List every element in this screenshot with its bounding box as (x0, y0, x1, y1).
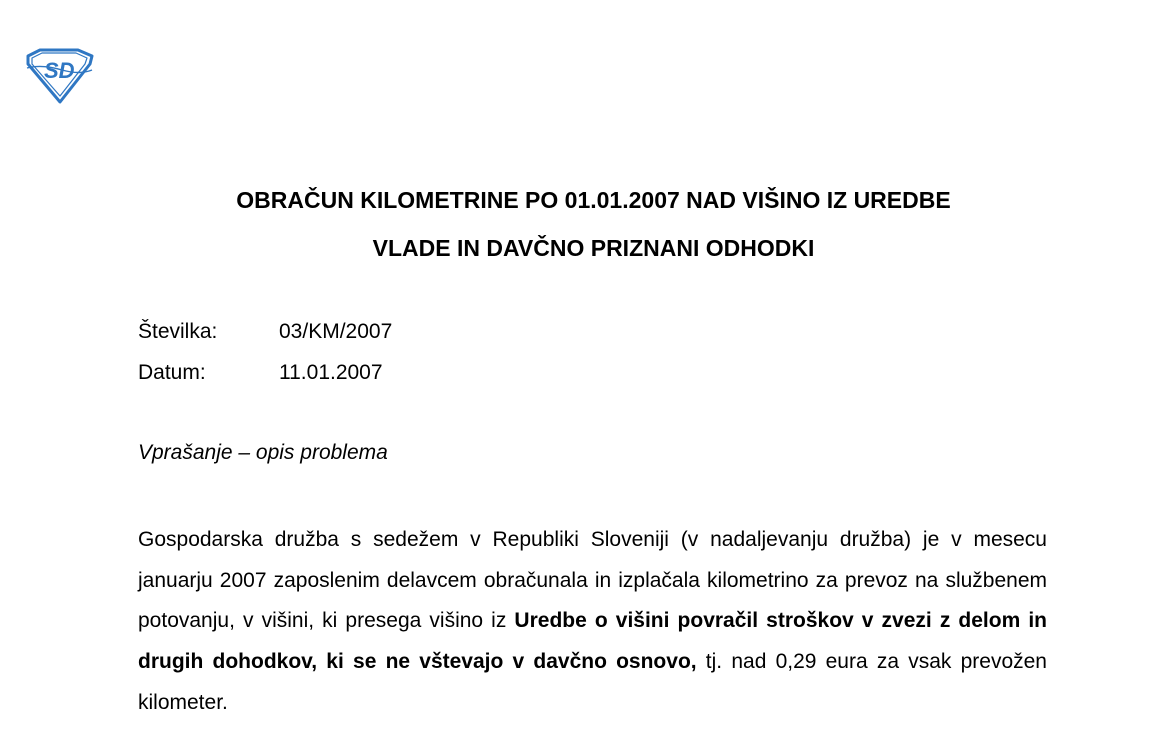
document-title-line1: OBRAČUN KILOMETRINE PO 01.01.2007 NAD VIŠINO IZ UREDBE (236, 187, 951, 213)
document-date-value: 11.01.2007 (279, 361, 383, 384)
body-paragraph-regulation-name: Uredbe o višini povračil stroškov v zvezi z delom in drugih dohodkov, ki se ne vštevajo v davčno osnovo, (138, 609, 1047, 674)
company-logo (22, 48, 96, 104)
document-number-label: Številka: (138, 320, 218, 343)
section-heading: Vprašanje – opis problema (138, 441, 388, 464)
document-date-row (138, 360, 383, 386)
document-number-row (138, 319, 392, 345)
sd-logo-icon (22, 48, 96, 104)
body-paragraph-text-start: Gospodarska družba s sedežem v Republiki Sloveniji (v nadaljevanju družba) je v mesecu januarju 2007 zaposlenim delavcem obračunala in izplačala kilometrino za prevoz na službenem potovanju, v višini, ki presega višino iz (138, 528, 1047, 633)
document-title-line2: VLADE IN DAVČNO PRIZNANI ODHODKI (372, 235, 815, 261)
document-number-value: 03/KM/2007 (279, 320, 393, 343)
logo-letters: SD (44, 58, 75, 83)
document-date-label: Datum: (138, 361, 206, 384)
body-paragraph (138, 520, 1047, 724)
body-paragraph-text-end: tj. nad 0,29 eura za vsak prevožen kilometer. (138, 650, 1047, 714)
